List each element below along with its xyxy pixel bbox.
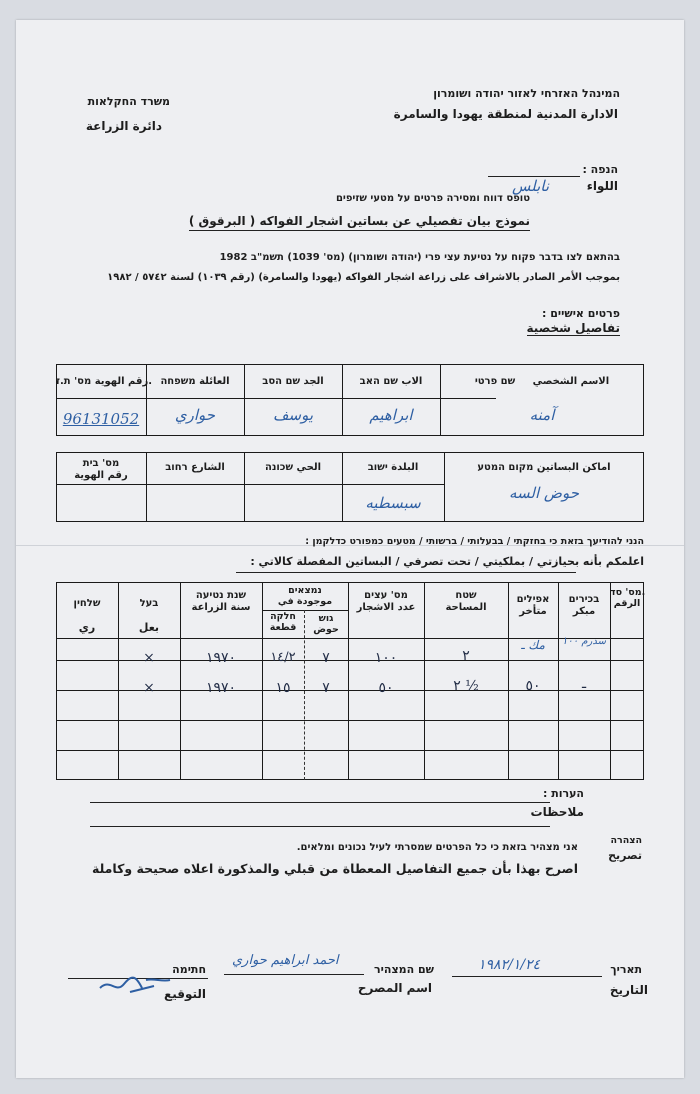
trees-header-irrigated: שלחין <box>73 598 101 609</box>
row2-area: ٢ ½ <box>453 678 479 694</box>
date-label-hebrew: תאריך <box>610 963 642 976</box>
personal-label-arabic: تفاصيل شخصية <box>526 321 620 335</box>
statement-label-hebrew: הצהרה <box>610 835 642 846</box>
notes-label-hebrew: הערות : <box>542 787 584 800</box>
date-value: ١٩٨٢/١/٢٤ <box>478 957 541 973</box>
row2-early: ـ <box>581 676 587 692</box>
trees-header-serial: מס' סד. الرقم <box>610 587 646 609</box>
form-sheet <box>16 20 684 1078</box>
row1-tree-count: ١٠٠ <box>374 650 398 666</box>
order-arabic: بموجب الأمر الصادر بالاشراف على زراعة اشجار الفواكه (يهودا والسامرة) (رقم ١٠٣٩) لسنة ٥٧٤٢ / ١٩٨٢ <box>107 272 620 283</box>
trees-header-tree-count: מס' עצים عدد الاشجار <box>356 590 416 613</box>
trees-header-owner-ar: بعل <box>138 621 160 634</box>
row2-parcel: ١٥ <box>275 680 291 696</box>
trees-header-parcel: חלקה قطعة <box>269 611 297 633</box>
location-header-town: البلدة ישוב <box>367 462 419 473</box>
location-header-place: اماكن البساتين מקום המטע <box>477 462 611 473</box>
row1-owner: × <box>143 650 155 666</box>
signature-label-arabic: التوقيع <box>164 987 206 1001</box>
trees-header-planting-year: שנת נטיעה سنة الزراعة <box>191 590 251 613</box>
location-header-house: מס' בית رقم الهوية <box>74 458 128 481</box>
form-title-hebrew: טופס דווח ומסירה פרטים על מטעי שזיפים <box>335 193 530 204</box>
statement-hebrew: אני מצהיר בזאת כי כל הפרטים שמסרתי לעיל נכונים ומלאים. <box>296 842 578 853</box>
header-right-arabic: الادارة المدنية لمنطقة يهودا والسامرة <box>393 107 618 121</box>
signature-mark <box>96 972 176 1002</box>
person-grandfather: يوسف <box>272 406 314 424</box>
row1-planting-year: ١٩٧٠ <box>205 650 237 666</box>
row2-late: ٥٠ <box>525 678 541 694</box>
form-title-arabic: نموذج بيان تفصيلي عن بساتين اشجار الفواكه ( البرقوق ) <box>189 215 530 231</box>
person-header-family: العائلة משפחה <box>160 376 230 387</box>
trees-header-late: אפילים متأخر <box>516 594 550 617</box>
person-header-father: الاب שם האב <box>359 376 423 387</box>
person-family: حواري <box>174 406 216 424</box>
notes-label-arabic: ملاحظات <box>530 805 584 819</box>
person-header-grandfather: الجد שם הסב <box>262 376 324 387</box>
row1-area: ٢ <box>462 648 470 664</box>
person-header-first: الاسم الشخصي שם פרטי <box>474 376 610 387</box>
location-header-street: الشارع רחוב <box>165 462 225 473</box>
declarant-label-arabic: اسم المصرح <box>357 981 432 995</box>
row2-planting-year: ١٩٧٠ <box>205 680 237 696</box>
row2-owner: × <box>143 680 155 696</box>
row1-late: مك ـ <box>521 638 545 652</box>
person-first-name: آمنه <box>529 406 555 424</box>
trees-header-location: נמצאים موجودة في <box>277 585 333 607</box>
declarant-value: احمد ابراهيم حواري <box>232 953 339 968</box>
trees-header-area: שטח المساحة <box>445 590 487 613</box>
person-father: ابراهيم <box>369 406 413 424</box>
date-label-arabic: التاريخ <box>609 983 648 997</box>
district-label-hebrew: הנפה : <box>582 163 618 176</box>
person-id: 96131052 <box>62 410 140 428</box>
signature-label-hebrew: חתימה <box>172 963 206 976</box>
declaration-arabic: اعلمكم بأنه بحيازتي / بملكيتي / تحت تصرفي / البساتين المفصلة كالاتي : <box>250 555 644 568</box>
statement-arabic: اصرح بهذا بأن جميع التفاصيل المعطاة من قبلي والمذكورة اعلاه صحيحة وكاملة <box>91 861 578 876</box>
trees-header-owner: בעל <box>139 598 159 609</box>
personal-label-hebrew: פרטים אישיים : <box>541 307 620 320</box>
person-header-id: رقم الهوية מס' ת.ז. <box>56 376 153 387</box>
row1-parcel: ١٤/٢ <box>270 650 296 665</box>
row2-tree-count: ٥٠ <box>378 680 394 696</box>
trees-header-irrigated-ar: ري <box>78 621 96 634</box>
declarant-label-hebrew: שם המצהיר <box>374 963 434 976</box>
statement-label-arabic: تصريح <box>608 849 642 862</box>
district-value: نابلس <box>512 177 550 195</box>
location-place: حوض السه <box>508 484 580 502</box>
header-left-arabic: دائرة الزراعة <box>85 119 162 133</box>
header-right-hebrew: המינהל האזרחי לאזור יהודה ושומרון <box>433 87 620 100</box>
trees-header-basin: גוש حوض <box>313 613 339 635</box>
district-label-arabic: اللواء <box>586 179 618 193</box>
location-town: سبسطيه <box>365 494 421 512</box>
order-hebrew: בהתאם לצו בדבר פקוח על נטיעת עצי פרי (יהודה ושומרון) (מס' 1039) תשמ"ב 1982 <box>219 252 620 263</box>
row2-basin: ٧ <box>322 680 330 696</box>
declaration-hebrew: הנני להודיעך בזאת כי בחזקתי / בבעלותי / ברשותי / מטעים כמפורט כדלקמן : <box>305 536 644 547</box>
location-header-quarter: الحي שכונה <box>264 462 322 473</box>
trees-header-early: בכירים مبكر <box>568 594 600 617</box>
row1-early: سدرم ١٠٠ <box>562 636 606 647</box>
header-left-hebrew: משרד החקלאות <box>87 95 170 108</box>
row1-basin: ٧ <box>322 650 330 666</box>
